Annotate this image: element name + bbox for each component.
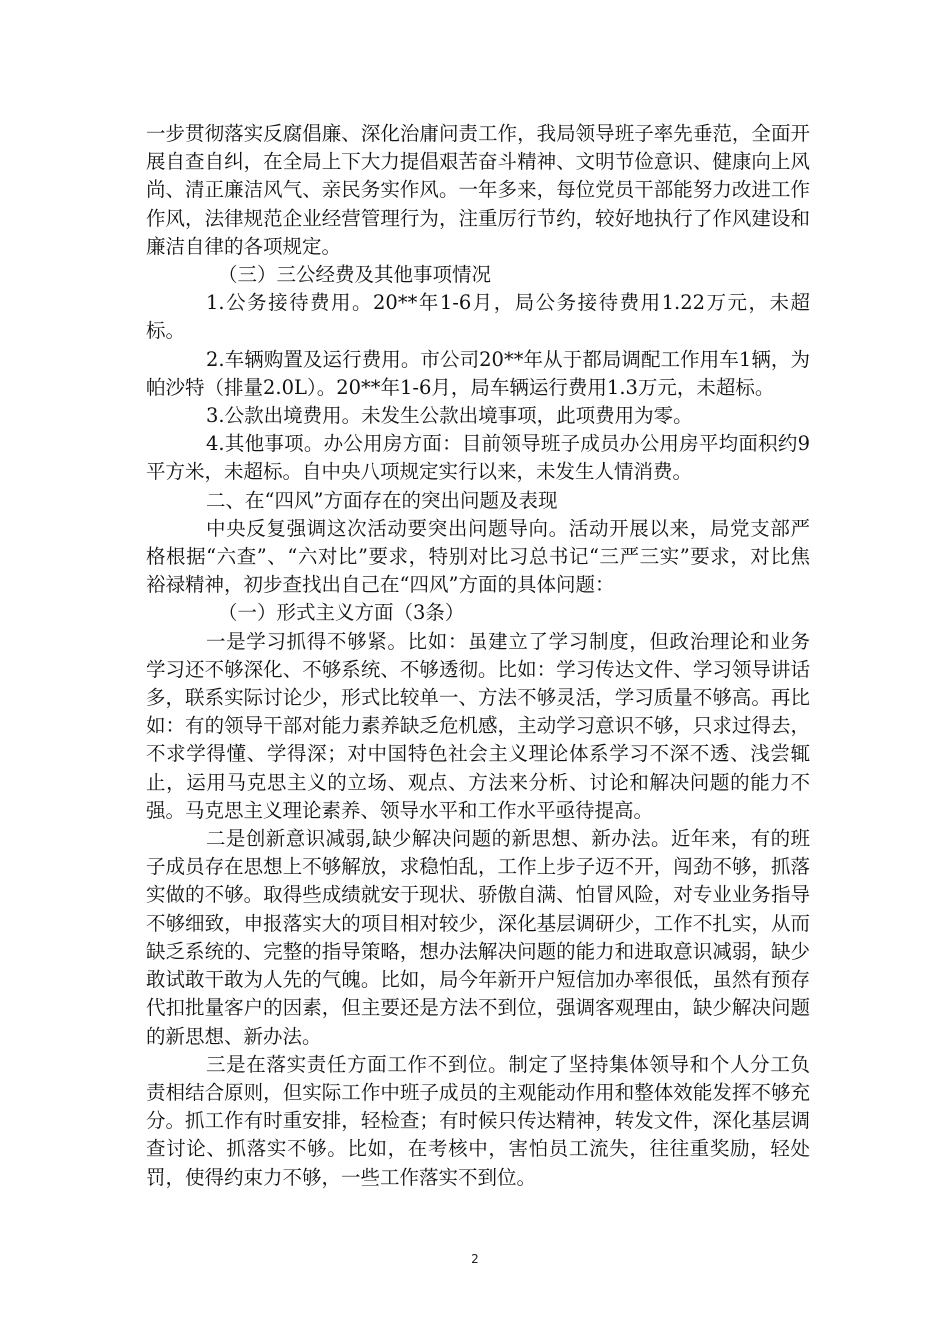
paragraph-item-1: 1.公务接待费用。20**年1-6月，局公务接待费用1.22万元，未超标。 (146, 291, 810, 343)
paragraph-item-2: 2.车辆购置及运行费用。市公司20**年从于都局调配工作用车1辆，为帕沙特（排量2.0L）。20**年1-6月，局车辆运行费用1.3万元，未超标。 (146, 347, 810, 399)
paragraph-item-3: 3.公款出境费用。未发生公款出境事项，此项费用为零。 (206, 404, 693, 428)
paragraph-continuation: 一步贯彻落实反腐倡廉、深化治庸问责工作，我局领导班子率先垂范，全面开展自查自纠，在全局上下大力提倡艰苦奋斗精神、文明节俭意识、健康向上风尚、清正廉洁风气、亲民务实作风。一年多来，每位党员干部能努力改进工作作风，法律规范企业经营管理行为，注重厉行节约，较好地执行了作风建设和廉洁自律的各项规定。 (146, 122, 810, 258)
paragraph-item-4: 4.其他事项。办公用房方面：目前领导班子成员办公用房平均面积约9平方米，未超标。自中央八项规定实行以来，未发生人情消费。 (146, 432, 810, 484)
document-body (146, 120, 810, 1192)
section-heading-formalism: （一）形式主义方面（3条） (218, 601, 465, 625)
paragraph-point-2: 二是创新意识减弱,缺少解决问题的新思想、新办法。近年来，有的班子成员存在思想上不够解放，求稳怕乱，工作上步子迈不开，闯劲不够，抓落实做的不够。取得些成绩就安于现状、骄傲自满、怕冒风险，对专业业务指导不够细致，申报落实大的项目相对较少，深化基层调研少，工作不扎实，从而缺乏系统的、完整的指导策略，想办法解决问题的能力和进取意识减弱，缺少敢试敢干敢为人先的气魄。比如，局今年新开户短信加办率很低，虽然有预存代扣批量客户的因素，但主要还是方法不到位，强调客观理由，缺少解决问题的新思想、新办法。 (146, 827, 810, 1048)
paragraph-intro: 中央反复强调这次活动要突出问题导向。活动开展以来，局党支部严格根据“六查”、“六对比”要求，特别对比习总书记“三严三实”要求，对比焦裕禄精神，初步查找出自己在“四风”方面的具体问题： (146, 516, 810, 597)
section-heading-sifeng: 二、在“四风”方面存在的突出问题及表现 (206, 488, 558, 512)
paragraph-point-3: 三是在落实责任方面工作不到位。制定了坚持集体领导和个人分工负责相结合原则，但实际工作中班子成员的主观能动作用和整体效能发挥不够充分。抓工作有时重安排，轻检查；有时候只传达精神，转发文件，深化基层调查讨论、抓落实不够。比如，在考核中，害怕员工流失，往往重奖励，轻处罚，使得约束力不够，一些工作落实不到位。 (146, 1052, 810, 1189)
paragraph-point-1: 一是学习抓得不够紧。比如：虽建立了学习制度，但政治理论和业务学习还不够深化、不够系统、不够透彻。比如：学习传达文件、学习领导讲话多，联系实际讨论少，形式比较单一、方法不够灵活，学习质量不够高。再比如：有的领导干部对能力素养缺乏危机感，主动学习意识不够，只求过得去，不求学得懂、学得深；对中国特色社会主义理论体系学习不深不透、浅尝辄止，运用马克思主义的立场、观点、方法来分析、讨论和解决问题的能力不强。马克思主义理论素养、领导水平和工作水平亟待提高。 (146, 629, 810, 822)
page-number: 2 (471, 1252, 479, 1266)
section-heading-sangong: （三）三公经费及其他事项情况 (218, 263, 492, 287)
